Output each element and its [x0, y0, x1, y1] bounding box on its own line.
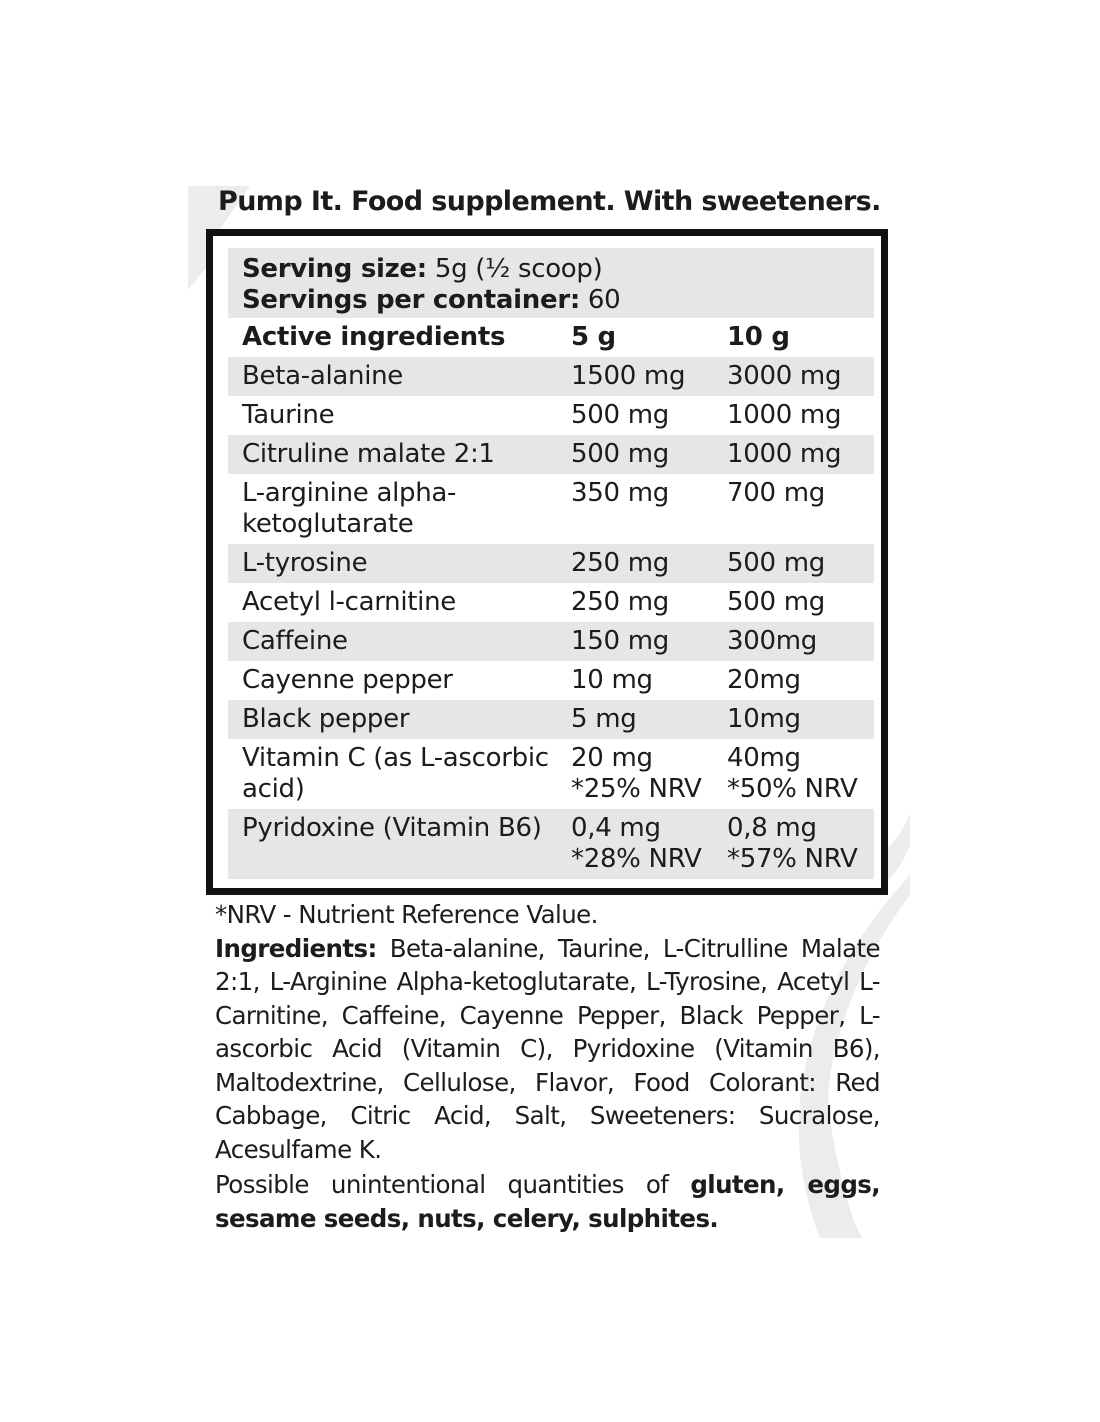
- allergen-statement: [215, 1168, 880, 1235]
- dose-10g: [727, 743, 874, 805]
- dose-amount: 0,8 mg: [727, 813, 817, 843]
- ingredient-name-line: L-arginine alpha-: [242, 478, 457, 508]
- table-header: [228, 318, 874, 357]
- dose-5g: 250 mg: [571, 548, 669, 578]
- dose-5g: 150 mg: [571, 626, 669, 656]
- servings-per-container: [242, 285, 874, 316]
- dose-5g: [571, 743, 727, 805]
- table-row: [228, 357, 874, 396]
- dose-5g: 250 mg: [571, 587, 669, 617]
- ingredient-name-line: ketoglutarate: [242, 509, 414, 539]
- servings-per-container-label: Servings per container:: [242, 285, 580, 315]
- dose-amount: 40mg: [727, 743, 801, 773]
- serving-size-value: 5g (½ scoop): [434, 254, 603, 284]
- label-notes: [215, 898, 880, 1235]
- table-row: [228, 700, 874, 739]
- ingredients-label: Ingredients:: [215, 933, 377, 963]
- ingredients-text: Beta-alanine, Taurine, L-Citrulline Malate 2:1, L-Arginine Alpha-ketoglutarate, L-Tyrosine, Acetyl L-Carnitine, Caffeine, Cayenne Pepper, Black Pepper, L-ascorbic Acid (Vitamin C), Pyridoxine (Vitamin B6), Maltodextrine, Cellulose, Flavor, Food Colorant: Red Cabbage, Citric Acid, Salt, Sweeteners: Sucralose, Acesulfame K.: [215, 933, 880, 1164]
- dose-10g: 20mg: [727, 665, 801, 695]
- dose-10g: 3000 mg: [727, 361, 842, 391]
- nrv-percent: *57% NRV: [727, 844, 858, 874]
- serving-info: [228, 248, 874, 318]
- ingredient-name: Cayenne pepper: [242, 665, 453, 695]
- dose-10g: 300mg: [727, 626, 817, 656]
- dose-5g: 5 mg: [571, 704, 637, 734]
- dose-5g: 10 mg: [571, 665, 653, 695]
- dose-5g: [571, 813, 727, 875]
- dose-amount: 20 mg: [571, 743, 653, 773]
- dose-10g: 1000 mg: [727, 439, 842, 469]
- table-row: [228, 396, 874, 435]
- dose-5g: 350 mg: [571, 478, 669, 508]
- dose-10g: [727, 813, 874, 875]
- ingredient-name-line: Vitamin C (as L-ascorbic: [242, 743, 549, 773]
- ingredient-name: L-tyrosine: [242, 548, 368, 578]
- product-title: Pump It. Food supplement. With sweeteners.: [218, 186, 881, 217]
- table-row: [228, 739, 874, 809]
- serving-size-label: Serving size:: [242, 254, 427, 284]
- nrv-footnote: *NRV - Nutrient Reference Value.: [215, 900, 598, 929]
- ingredient-name: Acetyl l-carnitine: [242, 587, 456, 617]
- dose-10g: 1000 mg: [727, 400, 842, 430]
- table-row: [228, 809, 874, 879]
- ingredient-name: Caffeine: [242, 626, 348, 656]
- nrv-percent: *25% NRV: [571, 774, 702, 804]
- dose-5g: 1500 mg: [571, 361, 686, 391]
- dose-amount: 0,4 mg: [571, 813, 661, 843]
- ingredient-name: Pyridoxine (Vitamin B6): [242, 813, 542, 843]
- dose-10g: 500 mg: [727, 548, 825, 578]
- column-header: 5 g: [571, 322, 616, 352]
- ingredient-name: [242, 743, 571, 805]
- table-row: [228, 622, 874, 661]
- table-row: [228, 474, 874, 544]
- ingredient-name: [242, 478, 571, 540]
- allergen-list: gluten, eggs, sesame seeds, nuts, celery, sulphites.: [215, 1170, 880, 1233]
- dose-5g: 500 mg: [571, 439, 669, 469]
- table-row: [228, 544, 874, 583]
- nrv-percent: *50% NRV: [727, 774, 858, 804]
- nrv-percent: *28% NRV: [571, 844, 702, 874]
- servings-per-container-value: 60: [587, 285, 621, 315]
- ingredients-paragraph: [215, 932, 880, 1167]
- column-header: 10 g: [727, 322, 790, 352]
- dose-10g: 700 mg: [727, 478, 825, 508]
- allergen-intro: Possible unintentional quantities of: [215, 1170, 669, 1199]
- ingredient-name: Taurine: [242, 400, 335, 430]
- ingredient-name-line: acid): [242, 774, 305, 804]
- ingredient-name: Beta-alanine: [242, 361, 404, 391]
- table-row: [228, 435, 874, 474]
- table-row: [228, 661, 874, 700]
- dose-10g: 10mg: [727, 704, 801, 734]
- column-header: Active ingredients: [242, 322, 506, 352]
- serving-size: [242, 254, 874, 285]
- table-row: [228, 583, 874, 622]
- supplement-facts-panel: [206, 229, 888, 895]
- ingredient-name: Black pepper: [242, 704, 410, 734]
- dose-5g: 500 mg: [571, 400, 669, 430]
- dose-10g: 500 mg: [727, 587, 825, 617]
- ingredient-name: Citruline malate 2:1: [242, 439, 495, 469]
